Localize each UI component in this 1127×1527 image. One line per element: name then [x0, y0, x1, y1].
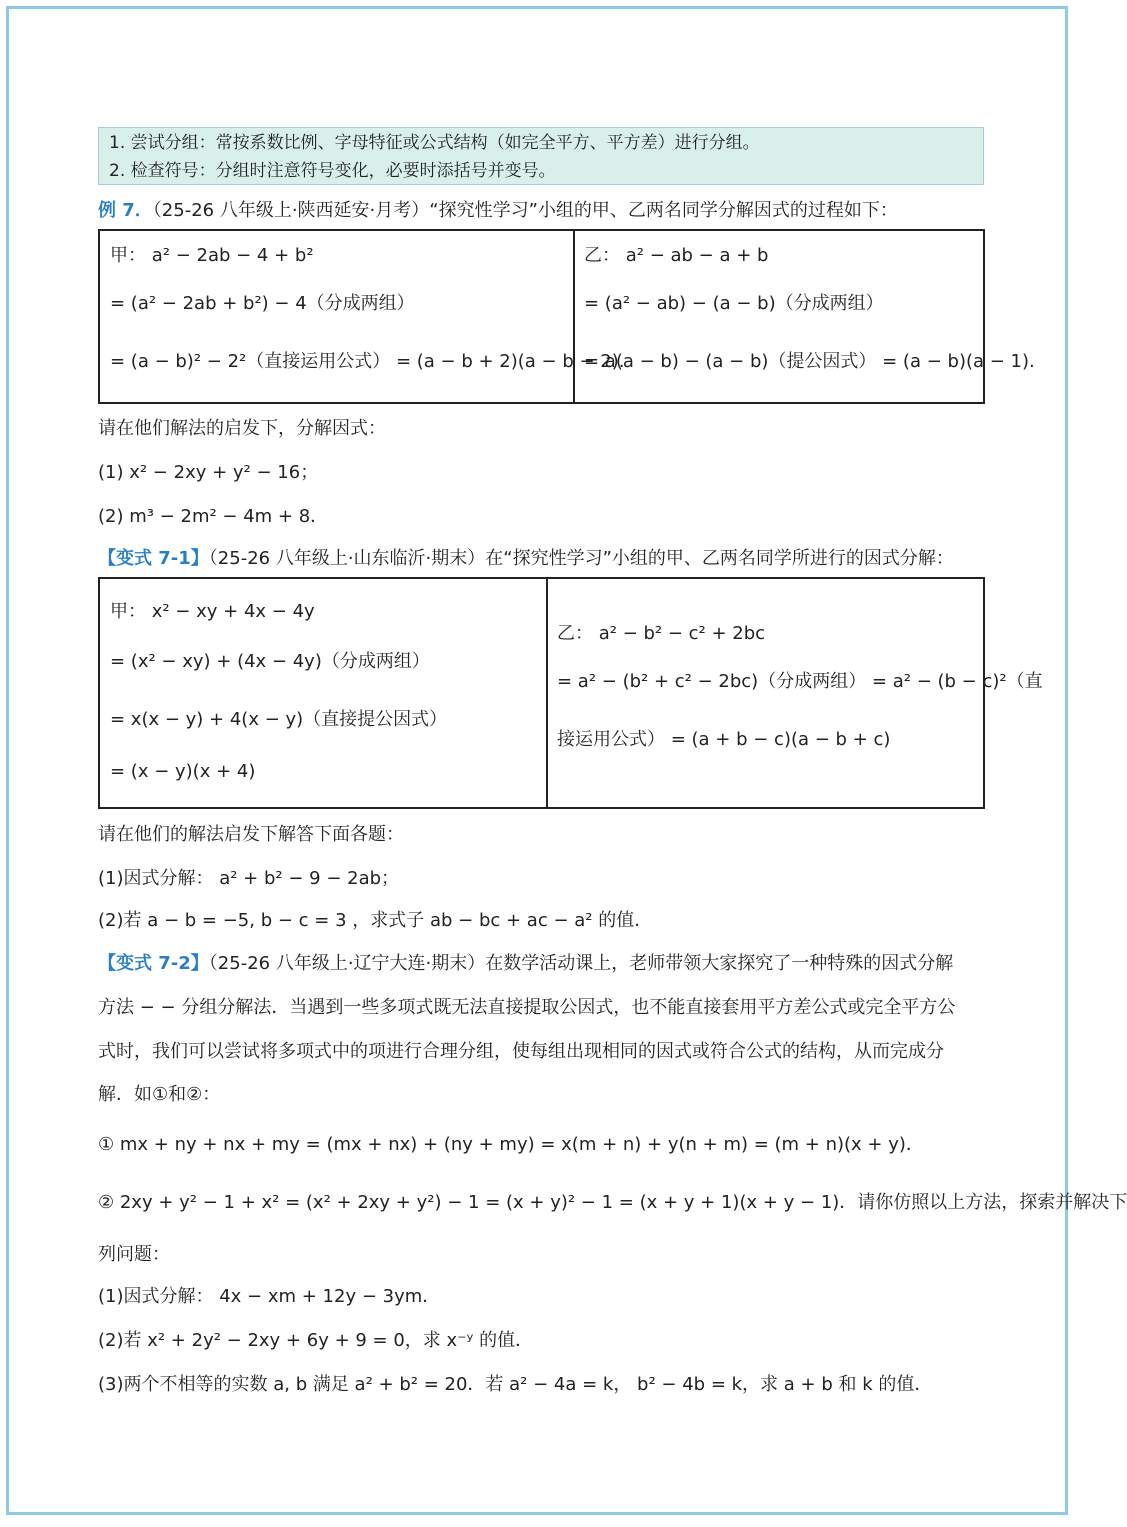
- yi-line-3: = a(a − b) − (a − b)（提公因式） = (a − b)(a − 1).: [584, 351, 1035, 372]
- example-7-table: [98, 229, 1035, 404]
- variant-7-2-q3: (3)两个不相等的实数 a, b 满足 a² + b² = 20．若 a² − 4a = k， b² − 4b = k，求 a + b 和 k 的值．: [98, 1374, 933, 1395]
- example-7-intro: （25-26 八年级上·陕西延安·月考）“探究性学习”小组的甲、乙两名同学分解因式的过程如下：: [152, 200, 898, 221]
- variant-7-2-label: 【变式 7-2】: [98, 953, 209, 974]
- table-divider: [546, 579, 548, 807]
- example-7-q2: (2) m³ − 2m² − 4m + 8．: [98, 506, 329, 527]
- variant-7-1-q1: (1)因式分解： a² + b² − 9 − 2ab；: [98, 868, 400, 889]
- table-divider: [573, 231, 575, 402]
- variant-7-2-para-2: 方法 − − 分组分解法．当遇到一些多项式既无法直接提取公因式，也不能直接套用平方差公式或完全平方公: [98, 997, 956, 1018]
- jia-line-4: = (x − y)(x + 4): [110, 761, 256, 782]
- tips-box: [98, 127, 984, 185]
- variant-7-1-q2: (2)若 a − b = −5, b − c = 3 ，求式子 ab − bc + ac − a² 的值．: [98, 910, 653, 931]
- variant-7-2-intro: （25-26 八年级上·辽宁大连·期末）在数学活动课上，老师带领大家探究了一种特殊的因式分解: [208, 953, 954, 974]
- example-7-q1: (1) x² − 2xy + y² − 16；: [98, 462, 319, 483]
- example-7-prompt: 请在他们解法的启发下，分解因式：: [98, 418, 386, 439]
- variant-7-1-prompt: 请在他们的解法启发下解答下面各题：: [98, 824, 404, 845]
- yi-line-3: 接运用公式） = (a + b − c)(a − b + c): [557, 729, 891, 750]
- example-7-heading: [98, 196, 898, 222]
- variant-7-2-para-3: 式时，我们可以尝试将多项式中的项进行合理分组，使每组出现相同的因式或符合公式的结构，从而完成分: [98, 1041, 944, 1062]
- tip-1: 1. 尝试分组：常按系数比例、字母特征或公式结构（如完全平方、平方差）进行分组。: [109, 133, 760, 153]
- variant-7-1-heading: [98, 544, 954, 570]
- variant-7-2-q2: (2)若 x² + 2y² − 2xy + 6y + 9 = 0，求 x⁻ʸ 的值．: [98, 1330, 534, 1351]
- tip-2: 2. 检查符号：分组时注意符号变化，必要时添括号并变号。: [109, 161, 556, 181]
- jia-line-3: = (a − b)² − 2²（直接运用公式） = (a − b + 2)(a − b − 2).: [110, 351, 625, 372]
- variant-7-2-eq-1: ① mx + ny + nx + my = (mx + nx) + (ny + my) = x(m + n) + y(n + m) = (m + n)(x + y)．: [98, 1134, 924, 1155]
- example-7-label: 例 7．: [98, 200, 153, 221]
- variant-7-2-eq-2: ② 2xy + y² − 1 + x² = (x² + 2xy + y²) − 1 = (x + y)² − 1 = (x + y + 1)(x + y − 1)．: [98, 1192, 858, 1213]
- jia-line-1: 甲： x² − xy + 4x − 4y: [110, 601, 315, 622]
- yi-line-1: 乙： a² − ab − a + b: [584, 245, 769, 266]
- variant-7-2-eq-2-next: 列问题：: [98, 1244, 170, 1265]
- yi-line-2: = (a² − ab) − (a − b)（分成两组）: [584, 293, 884, 314]
- variant-7-1-table: [98, 577, 1043, 809]
- variant-7-1-label: 【变式 7-1】: [98, 548, 209, 569]
- variant-7-1-intro: （25-26 八年级上·山东临沂·期末）在“探究性学习”小组的甲、乙两名同学所进行的因式分解：: [208, 548, 954, 569]
- yi-line-1: 乙： a² − b² − c² + 2bc: [557, 623, 766, 644]
- variant-7-2-eq-2-line: [98, 1188, 1127, 1214]
- jia-line-1: 甲： a² − 2ab − 4 + b²: [110, 245, 314, 266]
- yi-line-2: = a² − (b² + c² − 2bc)（分成两组） = a² − (b − c)²（直: [557, 671, 1043, 692]
- variant-7-2-heading: [98, 949, 953, 975]
- variant-7-2-eq-2-tail: 请你仿照以上方法，探索并解决下: [857, 1192, 1127, 1213]
- variant-7-2-para-4: 解．如①和②：: [98, 1084, 221, 1105]
- jia-line-3: = x(x − y) + 4(x − y)（直接提公因式）: [110, 709, 448, 730]
- jia-line-2: = (x² − xy) + (4x − 4y)（分成两组）: [110, 651, 430, 672]
- variant-7-2-q1: (1)因式分解： 4x − xm + 12y − 3ym．: [98, 1286, 441, 1307]
- jia-line-2: = (a² − 2ab + b²) − 4（分成两组）: [110, 293, 415, 314]
